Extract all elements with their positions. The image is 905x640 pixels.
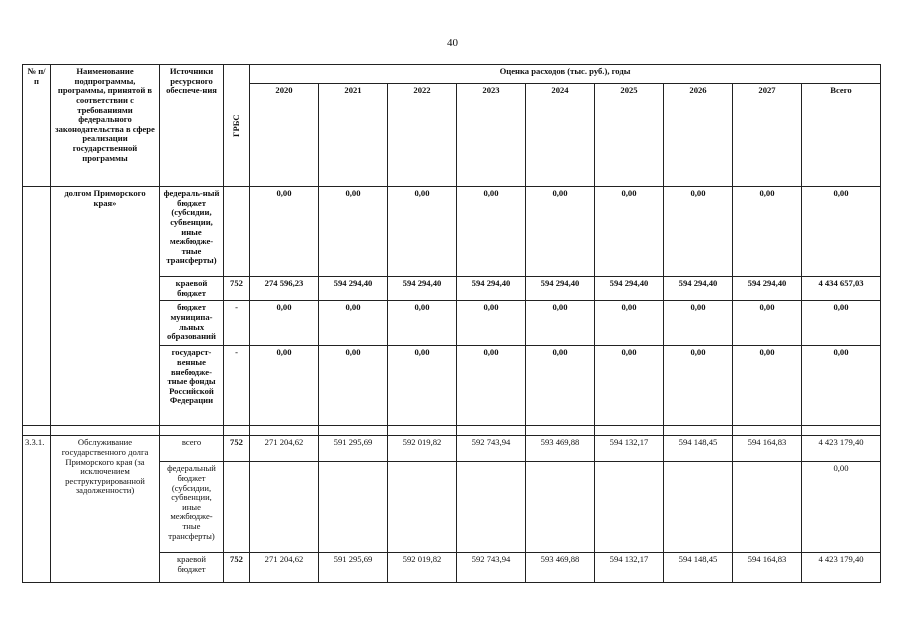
value-cell: 0,00	[319, 346, 388, 426]
value-cell: 594 294,40	[664, 277, 733, 301]
total-cell: 0,00	[802, 301, 881, 346]
value-cell: 594 148,45	[664, 553, 733, 583]
value-cell: 0,00	[664, 187, 733, 277]
header-estimate: Оценка расходов (тыс. руб.), годы	[250, 65, 881, 84]
value-cell: 594 164,83	[733, 553, 802, 583]
program-name: долгом Приморского края»	[51, 187, 160, 426]
value-cell: 0,00	[388, 187, 457, 277]
value-cell: 274 596,23	[250, 277, 319, 301]
value-cell: 0,00	[595, 187, 664, 277]
value-cell: 0,00	[526, 187, 595, 277]
total-cell: 4 423 179,40	[802, 553, 881, 583]
value-cell: 594 294,40	[526, 277, 595, 301]
value-cell: 0,00	[733, 346, 802, 426]
value-cell: 0,00	[664, 301, 733, 346]
grbs-cell: 752	[224, 436, 250, 462]
value-cell: 0,00	[733, 187, 802, 277]
value-cell: 594 132,17	[595, 436, 664, 462]
header-num: № п/п	[23, 65, 51, 187]
source-cell: краевой бюджет	[160, 277, 224, 301]
header-total: Всего	[802, 84, 881, 187]
value-cell: 0,00	[250, 301, 319, 346]
value-cell: 594 294,40	[733, 277, 802, 301]
source-cell: федераль-ный бюджет (субсидии, субвенции, иные межбюдже-тные трансферты)	[160, 187, 224, 277]
value-cell: 0,00	[595, 346, 664, 426]
value-cell	[664, 462, 733, 553]
value-cell: 594 164,83	[733, 436, 802, 462]
row-num: 3.3.1.	[23, 436, 51, 583]
grbs-cell	[224, 462, 250, 553]
value-cell	[595, 462, 664, 553]
value-cell	[388, 462, 457, 553]
value-cell: 592 019,82	[388, 553, 457, 583]
value-cell: 0,00	[526, 301, 595, 346]
header-year: 2026	[664, 84, 733, 187]
value-cell: 593 469,88	[526, 553, 595, 583]
table-row	[23, 436, 881, 462]
expenditure-table	[22, 64, 881, 583]
value-cell: 271 204,62	[250, 553, 319, 583]
value-cell: 0,00	[250, 187, 319, 277]
value-cell: 0,00	[319, 187, 388, 277]
value-cell: 594 132,17	[595, 553, 664, 583]
value-cell: 592 743,94	[457, 553, 526, 583]
value-cell: 0,00	[664, 346, 733, 426]
value-cell	[526, 462, 595, 553]
grbs-cell: 752	[224, 277, 250, 301]
source-cell: краевой бюджет	[160, 553, 224, 583]
total-cell: 4 434 657,03	[802, 277, 881, 301]
value-cell: 593 469,88	[526, 436, 595, 462]
header-year: 2020	[250, 84, 319, 187]
source-cell: всего	[160, 436, 224, 462]
header-year: 2021	[319, 84, 388, 187]
header-year: 2025	[595, 84, 664, 187]
grbs-cell: -	[224, 346, 250, 426]
value-cell	[250, 462, 319, 553]
value-cell: 592 019,82	[388, 436, 457, 462]
value-cell: 0,00	[457, 301, 526, 346]
value-cell: 0,00	[250, 346, 319, 426]
value-cell: 0,00	[595, 301, 664, 346]
value-cell: 0,00	[733, 301, 802, 346]
grbs-cell	[224, 187, 250, 277]
table-row	[23, 187, 881, 277]
value-cell: 594 294,40	[388, 277, 457, 301]
total-cell: 0,00	[802, 346, 881, 426]
program-name: Обслуживание государственного долга Приморского края (за исключением реструктурированной задолженности)	[51, 436, 160, 583]
total-cell: 4 423 179,40	[802, 436, 881, 462]
header-year: 2027	[733, 84, 802, 187]
header-source: Источники ресурсного обеспече-ния	[160, 65, 224, 187]
value-cell	[319, 462, 388, 553]
header-name: Наименование подпрограммы, программы, принятой в соответствии с требованиями федерального законодательства в сфере реализации государственной программы	[51, 65, 160, 187]
value-cell: 0,00	[457, 346, 526, 426]
total-cell: 0,00	[802, 462, 881, 553]
value-cell: 271 204,62	[250, 436, 319, 462]
header-year: 2023	[457, 84, 526, 187]
row-num	[23, 187, 51, 426]
value-cell	[733, 462, 802, 553]
spacer-row	[23, 426, 881, 436]
source-cell: бюджет муниципа-льных образований	[160, 301, 224, 346]
header-year: 2022	[388, 84, 457, 187]
grbs-cell: -	[224, 301, 250, 346]
value-cell: 0,00	[526, 346, 595, 426]
source-cell: государст-венные внебюдже-тные фонды Российской Федерации	[160, 346, 224, 426]
value-cell: 594 294,40	[457, 277, 526, 301]
value-cell: 591 295,69	[319, 436, 388, 462]
value-cell: 591 295,69	[319, 553, 388, 583]
header-year: 2024	[526, 84, 595, 187]
value-cell: 594 294,40	[595, 277, 664, 301]
header-row-1	[23, 65, 881, 84]
value-cell: 0,00	[319, 301, 388, 346]
total-cell: 0,00	[802, 187, 881, 277]
header-grbs: ГРБС	[224, 65, 250, 187]
value-cell: 592 743,94	[457, 436, 526, 462]
value-cell: 594 148,45	[664, 436, 733, 462]
grbs-cell: 752	[224, 553, 250, 583]
value-cell: 0,00	[457, 187, 526, 277]
value-cell: 0,00	[388, 301, 457, 346]
source-cell: федеральный бюджет (субсидии, субвенции, иные межбюдже-тные трансферты)	[160, 462, 224, 553]
page-number: 40	[447, 37, 458, 49]
value-cell: 0,00	[388, 346, 457, 426]
value-cell: 594 294,40	[319, 277, 388, 301]
value-cell	[457, 462, 526, 553]
